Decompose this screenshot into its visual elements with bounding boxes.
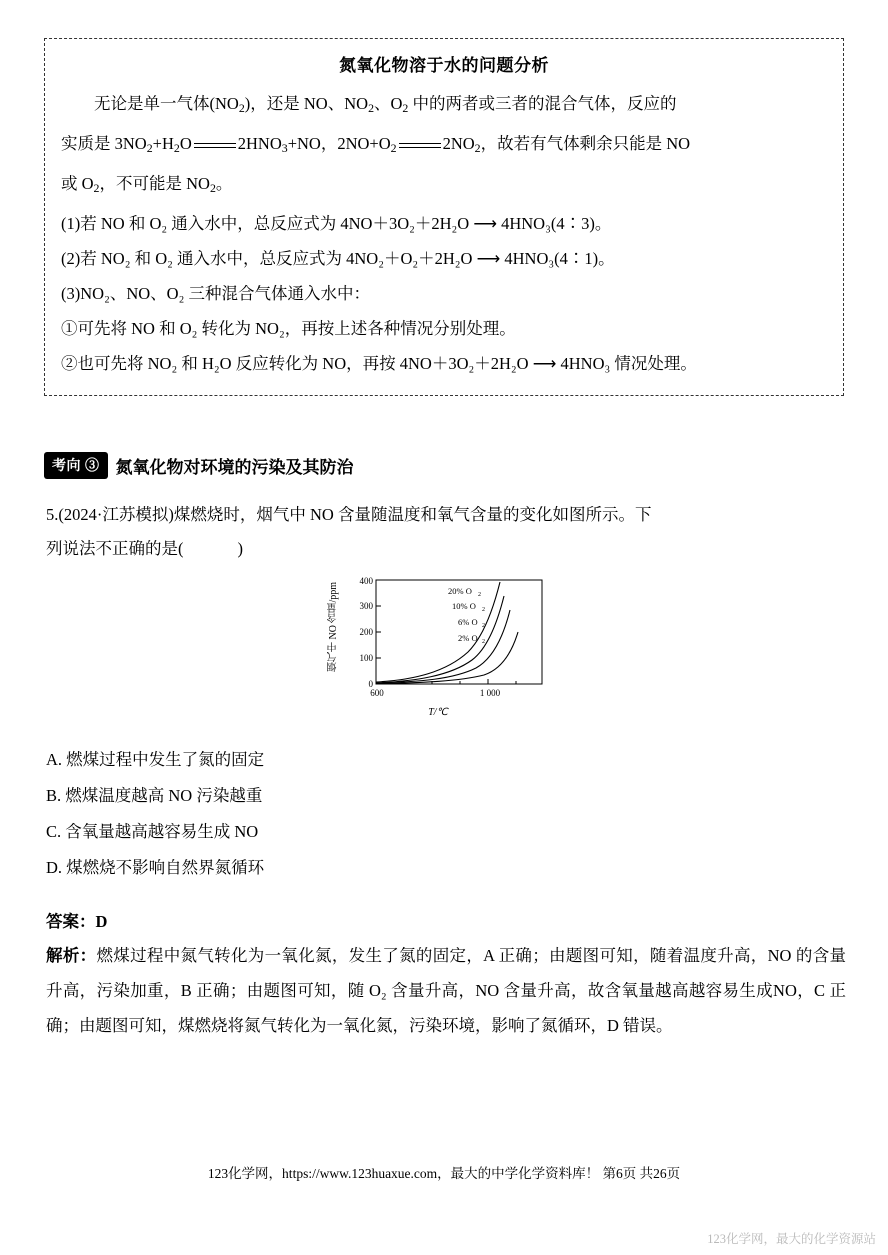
note-p3-b: ，不可能是 NO (99, 173, 210, 193)
note-p1-sub3: 2 (402, 100, 409, 115)
svg-text:400: 400 (359, 576, 373, 586)
note-p1-a: 无论是单一气体(NO (94, 94, 239, 113)
note-item-3b: ②也可先将 NO₂ 和 H₂O 反应转化为 NO，再按 4NO＋3O₂＋2H₂O ⟶ 4HNO₃ 情况处理。 (61, 353, 697, 373)
answer-label: 答案： (46, 912, 96, 931)
question-line-2 (46, 532, 846, 566)
note-paragraph-2 (61, 126, 827, 166)
note-p2-f: 2NO (442, 133, 475, 153)
figure-no-vs-temperature (330, 576, 546, 716)
reaction-arrow-2 (397, 137, 443, 154)
svg-text:2: 2 (482, 607, 485, 613)
series-20-o2 (376, 582, 500, 682)
svg-text:2: 2 (478, 592, 481, 598)
question-line-1: 5.(2024·江苏模拟)煤燃烧时，烟气中 NO 含量随温度和氧气含量的变化如图所示。下 (46, 505, 652, 524)
section-badge: 考向 ③ (44, 452, 108, 479)
note-p2-d: 2HNO (237, 133, 282, 153)
question-line-2-a: 列说法不正确的是( (46, 539, 184, 558)
note-paragraph-3 (61, 166, 827, 206)
note-p1-d: 中的两者或三者的混合气体，反应的 (408, 94, 677, 113)
legend-6-o2: 6% O (458, 617, 478, 627)
page-footer: 123化学网，https://www.123huaxue.com，最大的中学化学资料库！ 第6页 共26页 (207, 1166, 681, 1181)
note-p2-sub3: 3 (281, 140, 288, 155)
note-item-3a: ①可先将 NO 和 O₂ 转化为 NO₂，再按上述各种情况分别处理。 (61, 318, 516, 338)
note-paragraph-1 (61, 86, 827, 126)
note-p2-sub4: 2 (390, 140, 397, 155)
watermark: 123化学网，最大的化学资源站 (707, 1232, 876, 1246)
option-d[interactable]: D. 煤燃烧不影响自然界氮循环 (46, 858, 265, 877)
note-p2-e: +NO，2NO+O (287, 133, 391, 153)
note-p1-sub2: 2 (368, 100, 374, 115)
legend-20-o2: 20% O (448, 586, 472, 596)
question-text (46, 498, 846, 566)
figure-y-axis-label: 烟气中 NO 含量/ppm (328, 582, 339, 672)
note-p3-c: 。 (215, 173, 233, 193)
analysis-label: 解析： (46, 946, 97, 965)
svg-text:600: 600 (370, 688, 384, 698)
note-p2-b: +H (152, 133, 174, 153)
reaction-arrow-1 (192, 137, 238, 154)
section-heading (44, 452, 844, 479)
legend-10-o2: 10% O (452, 601, 476, 611)
option-c[interactable]: C. 含氧量越高越容易生成 NO (46, 822, 259, 841)
answer-row (46, 908, 107, 932)
note-p1-b: )，还是 NO、NO (244, 94, 369, 113)
svg-text:300: 300 (359, 601, 373, 611)
legend-2-o2: 2% O (458, 633, 478, 643)
note-p3-a: 或 O (61, 173, 94, 193)
svg-text:2: 2 (482, 623, 485, 629)
note-p2-g: ，故若有气体剩余只能是 NO (480, 133, 691, 153)
section-title: 氮氧化物对环境的污染及其防治 (115, 458, 354, 477)
note-item-2: (2)若 NO₂ 和 O₂ 通入水中，总反应式为 4NO₂＋O₂＋2H₂O ⟶ 4HNO₃(4∶1)。 (61, 248, 615, 268)
note-p2-a: 实质是 3NO (61, 133, 147, 153)
note-p1-c: 、O (374, 94, 403, 113)
svg-text:1 000: 1 000 (479, 688, 501, 698)
note-title: 氮氧化物溶于水的问题分析 (339, 56, 549, 75)
option-a[interactable]: A. 燃煤过程中发生了氮的固定 (46, 750, 265, 769)
note-item-3: (3)NO₂、NO、O₂ 三种混合气体通入水中： (61, 283, 370, 303)
figure-plot (344, 576, 546, 704)
svg-text:200: 200 (359, 627, 373, 637)
note-item-1: (1)若 NO 和 O₂ 通入水中，总反应式为 4NO＋3O₂＋2H₂O ⟶ 4HNO₃(4∶3)。 (61, 213, 612, 233)
svg-text:2: 2 (482, 639, 485, 645)
options-list (46, 742, 846, 886)
option-b[interactable]: B. 燃煤温度越高 NO 污染越重 (46, 786, 263, 805)
analysis-text: 燃煤过程中氮气转化为一氧化氮，发生了氮的固定，A 正确；由题图可知，随着温度升高，NO 的含量升高，污染加重，B 正确；由题图可知，随 O₂ 含量升高，NO 含量升高，故含氧量越高越容易生成NO，C 正确；由题图可知，煤燃烧将氮气转化为一氧化氮，污染环境，影响了氮循环，D 错误。 (46, 946, 847, 1035)
note-p2-sub1: 2 (146, 140, 153, 155)
figure-x-axis-label: T/℃ (428, 707, 448, 718)
note-p2-sub2: 2 (173, 140, 180, 155)
answer-value: D (95, 912, 108, 931)
svg-text:100: 100 (359, 653, 373, 663)
note-p2-sub5: 2 (474, 140, 481, 155)
note-p3-sub1: 2 (93, 180, 100, 195)
svg-text:0: 0 (368, 679, 373, 689)
note-box (44, 38, 844, 396)
note-p3-sub2: 2 (209, 180, 216, 195)
question-line-2-b: ) (237, 539, 243, 558)
note-p2-c: O (179, 133, 192, 153)
analysis-block (46, 938, 846, 1043)
series-2-o2 (376, 632, 518, 684)
note-p1-sub1: 2 (238, 100, 245, 115)
